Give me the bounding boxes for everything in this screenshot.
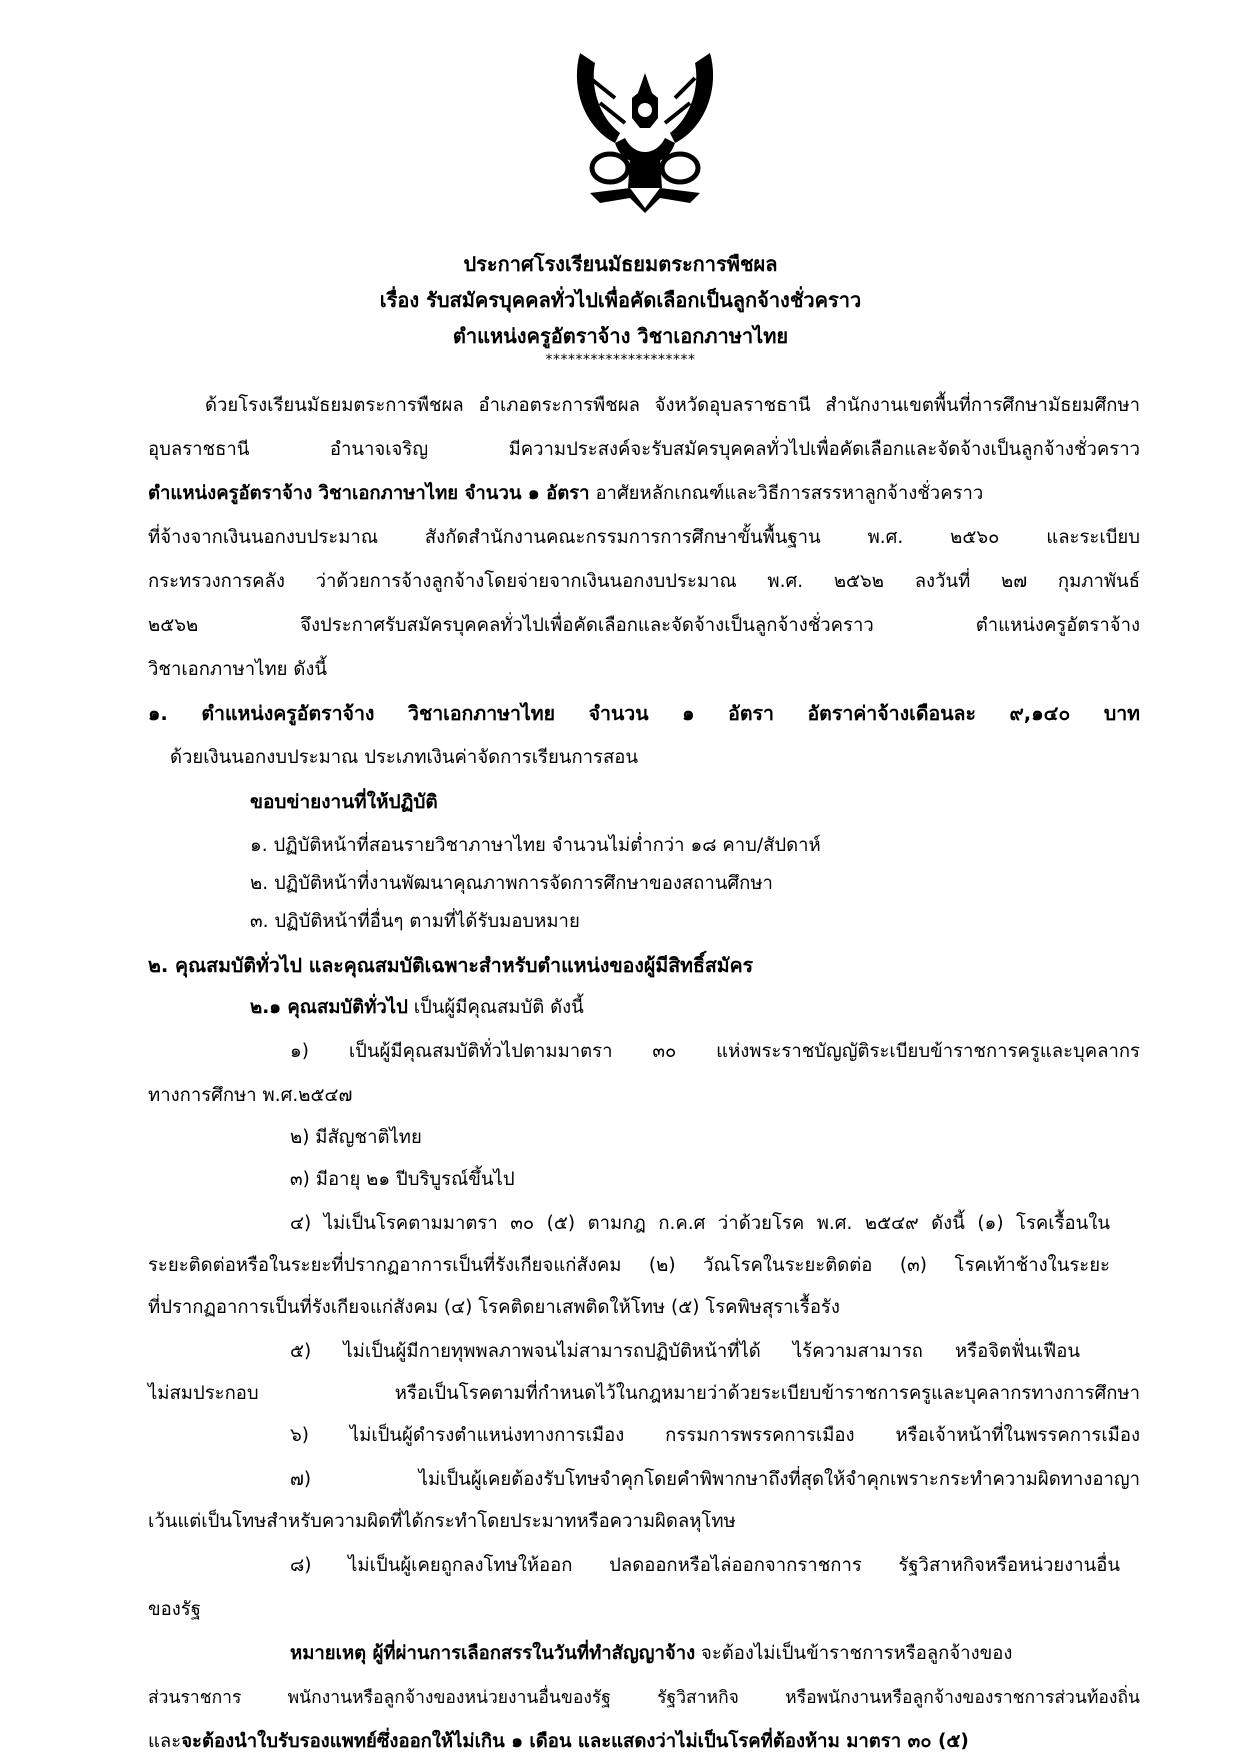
qualification-8a: ๘) ไม่เป็นผู้เคยถูกลงโทษให้ออก ปลดออกหรือไล่ออกจากราชการ รัฐวิสาหกิจหรือหน่วยงานอื่น	[290, 1555, 1120, 1576]
note-label: หมายเหตุ ผู้ที่ผ่านการเลือกสรรในวันที่ทำสัญญาจ้าง	[290, 1643, 696, 1664]
intro-line-3	[148, 482, 1140, 506]
qualification-5a: ๕) ไม่เป็นผู้มีกายทุพพลภาพจนไม่สามารถปฏิบัติหน้าที่ได้ ไร้ความสามารถ หรือจิตฟั่นเฟือน	[290, 1341, 1080, 1362]
qualification-8b: ของรัฐ	[148, 1599, 201, 1620]
qualification-4a: ๔) ไม่เป็นโรคตามมาตรา ๓๐ (๕) ตามกฎ ก.ค.ศ ว่าด้วยโรค พ.ศ. ๒๕๔๙ ดังนี้ (๑) โรคเรื้อนใน	[290, 1213, 1110, 1234]
duty-item: ๒. ปฏิบัติหน้าที่งานพัฒนาคุณภาพการจัดการศึกษาของสถานศึกษา	[250, 873, 773, 894]
garuda-emblem-icon	[570, 48, 720, 213]
section-2-title: ๒. คุณสมบัติทั่วไป และคุณสมบัติเฉพาะสำหรับตำแหน่งของผู้มีสิทธิ์สมัคร	[148, 954, 754, 977]
duty-item: ๓. ปฏิบัติหน้าที่อื่นๆ ตามที่ได้รับมอบหมาย	[250, 911, 580, 932]
section-1-title: ๑. ตำแหน่งครูอัตราจ้าง วิชาเอกภาษาไทย จำนวน ๑ อัตรา อัตราค่าจ้างเดือนละ ๙,๑๔๐ บาท	[148, 702, 1140, 725]
qualification-1a: ๑) เป็นผู้มีคุณสมบัติทั่วไปตามมาตรา ๓๐ แห่งพระราชบัญญัติระเบียบข้าราชการครูและบุคลากร	[290, 1041, 1140, 1062]
section-2-1-rest: เป็นผู้มีคุณสมบัติ ดังนี้	[407, 997, 584, 1018]
qualification-4c: ที่ปรากฏอาการเป็นที่รังเกียจแก่สังคม (๔) โรคติดยาเสพติดให้โทษ (๕) โรคพิษสุราเรื้อรัง	[148, 1297, 840, 1318]
qualification-6: ๖) ไม่เป็นผู้ดำรงตำแหน่งทางการเมือง กรรมการพรรคการเมือง หรือเจ้าหน้าที่ในพรรคการเมือง	[290, 1425, 1140, 1446]
intro-position-bold: ตำแหน่งครูอัตราจ้าง วิชาเอกภาษาไทย จำนวน ๑ อัตรา	[148, 483, 590, 504]
intro-line-4: ที่จ้างจากเงินนอกงบประมาณ สังกัดสำนักงานคณะกรรมการการศึกษาขั้นพื้นฐาน พ.ศ. ๒๕๖๐ และระเบียบ	[148, 527, 1140, 548]
qualification-4b: ระยะติดต่อหรือในระยะที่ปรากฏอาการเป็นที่รังเกียจแก่สังคม (๒) วัณโรคในระยะติดต่อ (๓) โรคเท้าช้างในระยะ	[148, 1255, 1110, 1276]
scope-title: ขอบข่ายงานที่ให้ปฏิบัติ	[250, 791, 438, 813]
intro-line-7: วิชาเอกภาษาไทย ดังนี้	[148, 659, 328, 680]
intro-line-1: ด้วยโรงเรียนมัธยมตระการพืชผล อำเภอตระการพืชผล จังหวัดอุบลราชธานี สำนักงานเขตพื้นที่การศึกษามัธยมศึกษา	[205, 395, 1140, 416]
qualification-5b: ไม่สมประกอบ หรือเป็นโรคตามที่กำหนดไว้ในกฎหมายว่าด้วยระเบียบข้าราชการครูและบุคลากรทางการศึกษา	[148, 1383, 1140, 1404]
note-line-3-bold: จะต้องนำใบรับรองแพทย์ซึ่งออกให้ไม่เกิน ๑ เดือน และแสดงว่าไม่เป็นโรคที่ต้องห้าม มาตรา ๓๐ (๕)	[181, 1731, 969, 1752]
note-line-3	[148, 1730, 1140, 1754]
section-1-funding: ด้วยเงินนอกงบประมาณ ประเภทเงินค่าจัดการเรียนการสอน	[170, 747, 639, 768]
qualification-7b: เว้นแต่เป็นโทษสำหรับความผิดที่ได้กระทำโดยประมาทหรือความผิดลหุโทษ	[148, 1511, 736, 1532]
announcement-subject: เรื่อง รับสมัครบุคคลทั่วไปเพื่อคัดเลือกเป็นลูกจ้างชั่วคราว	[379, 288, 862, 312]
note-line-1-rest: จะต้องไม่เป็นข้าราชการหรือลูกจ้างของ	[695, 1643, 1013, 1664]
intro-line-3-rest: อาศัยหลักเกณฑ์และวิธีการสรรหาลูกจ้างชั่วคราว	[589, 483, 984, 504]
duty-item: ๑. ปฏิบัติหน้าที่สอนรายวิชาภาษาไทย จำนวนไม่ต่ำกว่า ๑๘ คาบ/สัปดาห์	[250, 835, 821, 856]
qualification-7a: ๗) ไม่เป็นผู้เคยต้องรับโทษจำคุกโดยคำพิพากษาถึงที่สุดให้จำคุกเพราะกระทำความผิดทางอาญา	[290, 1469, 1140, 1490]
intro-line-2: อุบลราชธานี อำนาจเจริญ มีความประสงค์จะรับสมัครบุคคลทั่วไปเพื่อคัดเลือกและจัดจ้างเป็นลูกจ้างชั่วคราว	[148, 439, 1140, 460]
intro-line-5: กระทรวงการคลัง ว่าด้วยการจ้างลูกจ้างโดยจ่ายจากเงินนอกงบประมาณ พ.ศ. ๒๕๖๒ ลงวันที่ ๒๗ กุมภาพันธ์	[148, 571, 1140, 592]
note-line-2: ส่วนราชการ พนักงานหรือลูกจ้างของหน่วยงานอื่นของรัฐ รัฐวิสาหกิจ หรือพนักงานหรือลูกจ้างของราชการส่วนท้องถิ่น	[148, 1688, 1140, 1708]
section-2-1-title: ๒.๑ คุณสมบัติทั่วไป	[250, 997, 408, 1018]
intro-line-6: ๒๕๖๒ จึงประกาศรับสมัครบุคคลทั่วไปเพื่อคัดเลือกและจัดจ้างเป็นลูกจ้างชั่วคราว ตำแหน่งครูอัตราจ้าง	[148, 615, 1140, 636]
announcement-position: ตำแหน่งครูอัตราจ้าง วิชาเอกภาษาไทย	[452, 324, 789, 348]
section-2-1-heading	[250, 996, 584, 1020]
note-line-1	[290, 1642, 1140, 1666]
separator-stars: ********************	[545, 352, 696, 368]
qualification-1b: ทางการศึกษา พ.ศ.๒๕๔๗	[148, 1085, 353, 1106]
qualification-3: ๓) มีอายุ ๒๑ ปีบริบูรณ์ขึ้นไป	[290, 1169, 515, 1190]
note-line-3-plain: และ	[148, 1731, 182, 1752]
qualification-2: ๒) มีสัญชาติไทย	[290, 1127, 422, 1148]
announcement-title: ประกาศโรงเรียนมัธยมตระการพืชผล	[463, 252, 778, 276]
